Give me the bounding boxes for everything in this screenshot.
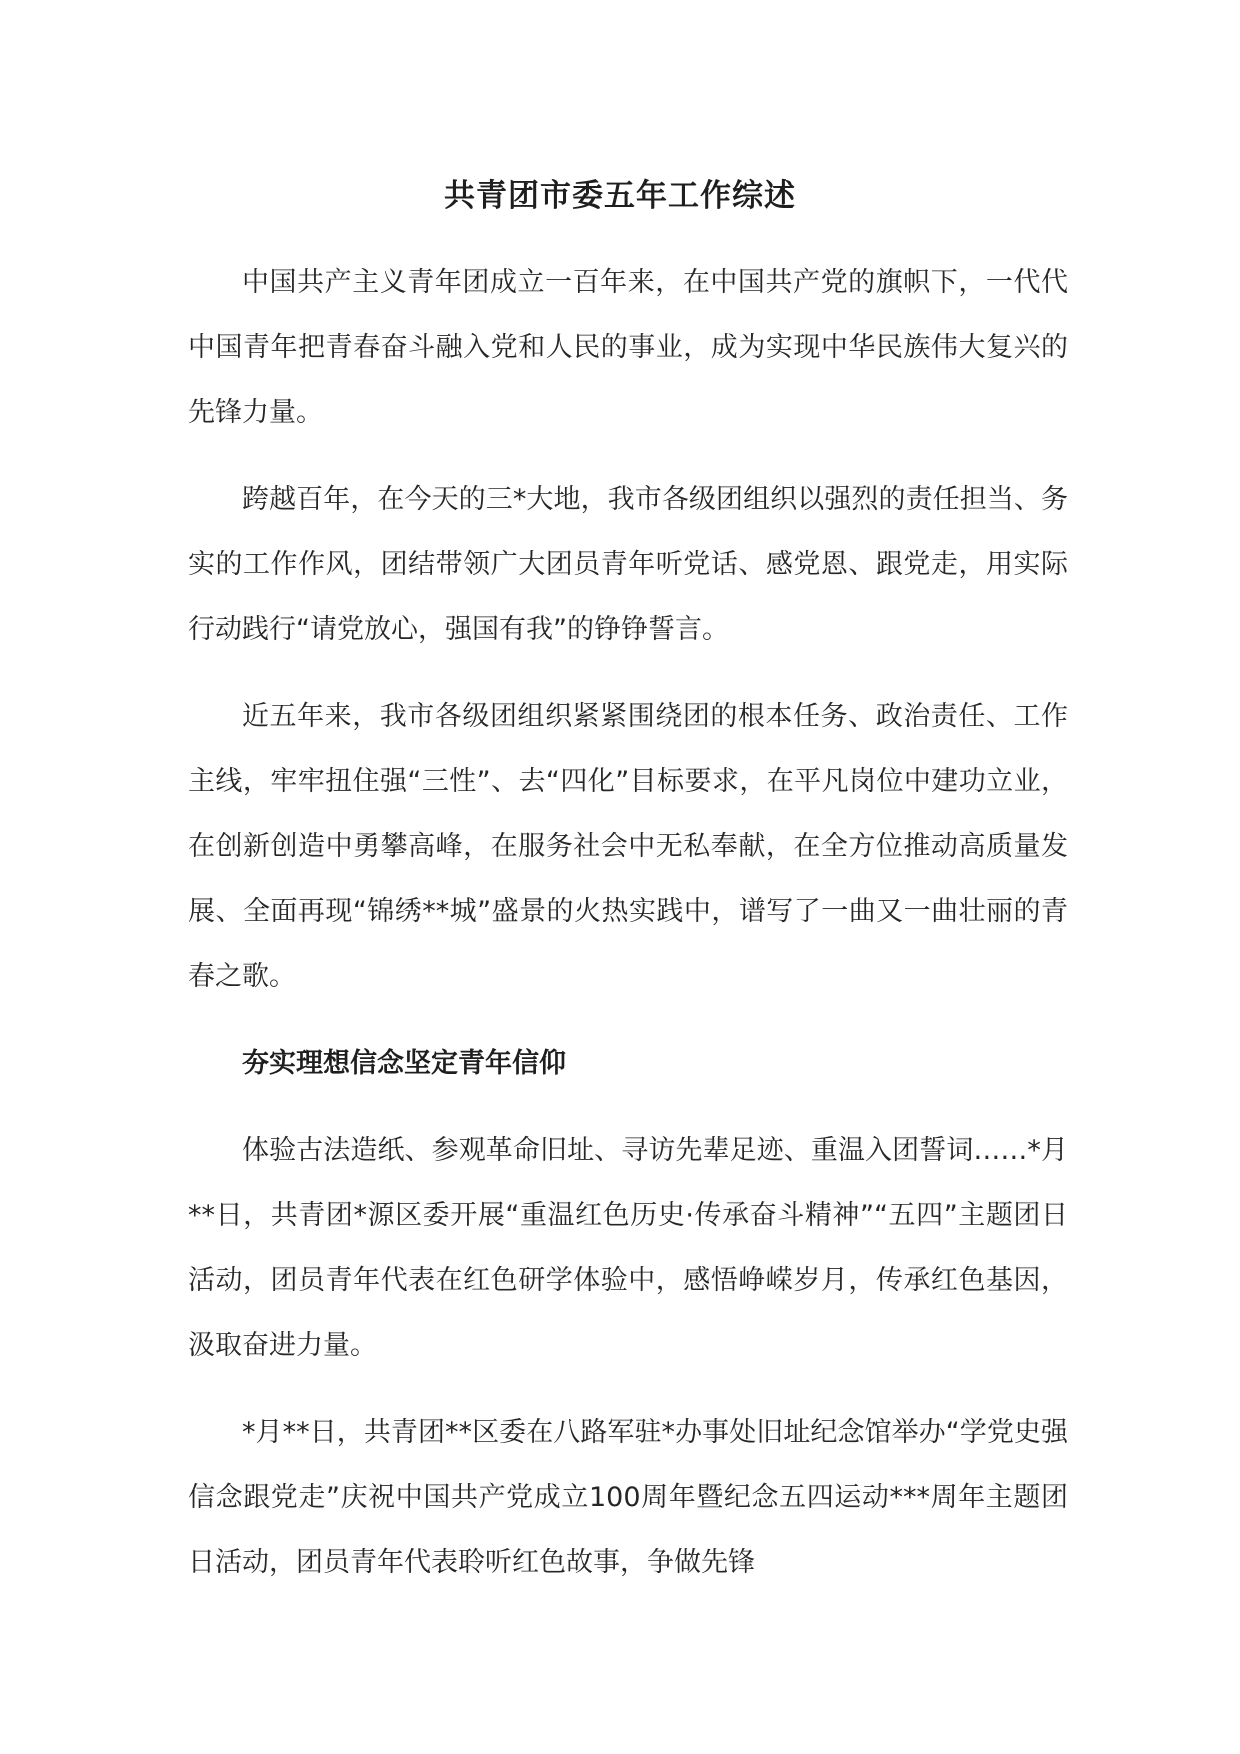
section-paragraph-1: 体验古法造纸、参观革命旧址、寻访先辈足迹、重温入团誓词……*月**日，共青团*源区委开展“重温红色历史·传承奋斗精神”“五四”主题团日活动，团员青年代表在红色研学体验中，感悟峥嵘岁月，传承红色基因，汲取奋进力量。 [188,1135,1068,1361]
intro-paragraph-2: 跨越百年，在今天的三*大地，我市各级团组织以强烈的责任担当、务实的工作作风，团结带领广大团员青年听党话、感党恩、跟党走，用实际行动践行“请党放心，强国有我”的铮铮誓言。 [188,484,1068,645]
intro-paragraph-3: 近五年来，我市各级团组织紧紧围绕团的根本任务、政治责任、工作主线，牢牢扭住强“三性”、去“四化”目标要求，在平凡岗位中建功立业，在创新创造中勇攀高峰，在服务社会中无私奉献，在全方位推动高质量发展、全面再现“锦绣**城”盛景的火热实践中，谱写了一曲又一曲壮丽的青春之歌。 [188,701,1068,992]
section-paragraph-2: *月**日，共青团**区委在八路军驻*办事处旧址纪念馆举办“学党史强信念跟党走”庆祝中国共产党成立100周年暨纪念五四运动***周年主题团日活动，团员青年代表聆听红色故事，争做先锋 [188,1417,1068,1578]
document-title: 共青团市委五年工作综述 [444,178,796,214]
intro-paragraph-1: 中国共产主义青年团成立一百年来，在中国共产党的旗帜下，一代代中国青年把青春奋斗融入党和人民的事业，成为实现中华民族伟大复兴的先锋力量。 [188,267,1068,428]
section-heading: 夯实理想信念坚定青年信仰 [242,1048,566,1079]
document-body [188,250,1068,1617]
